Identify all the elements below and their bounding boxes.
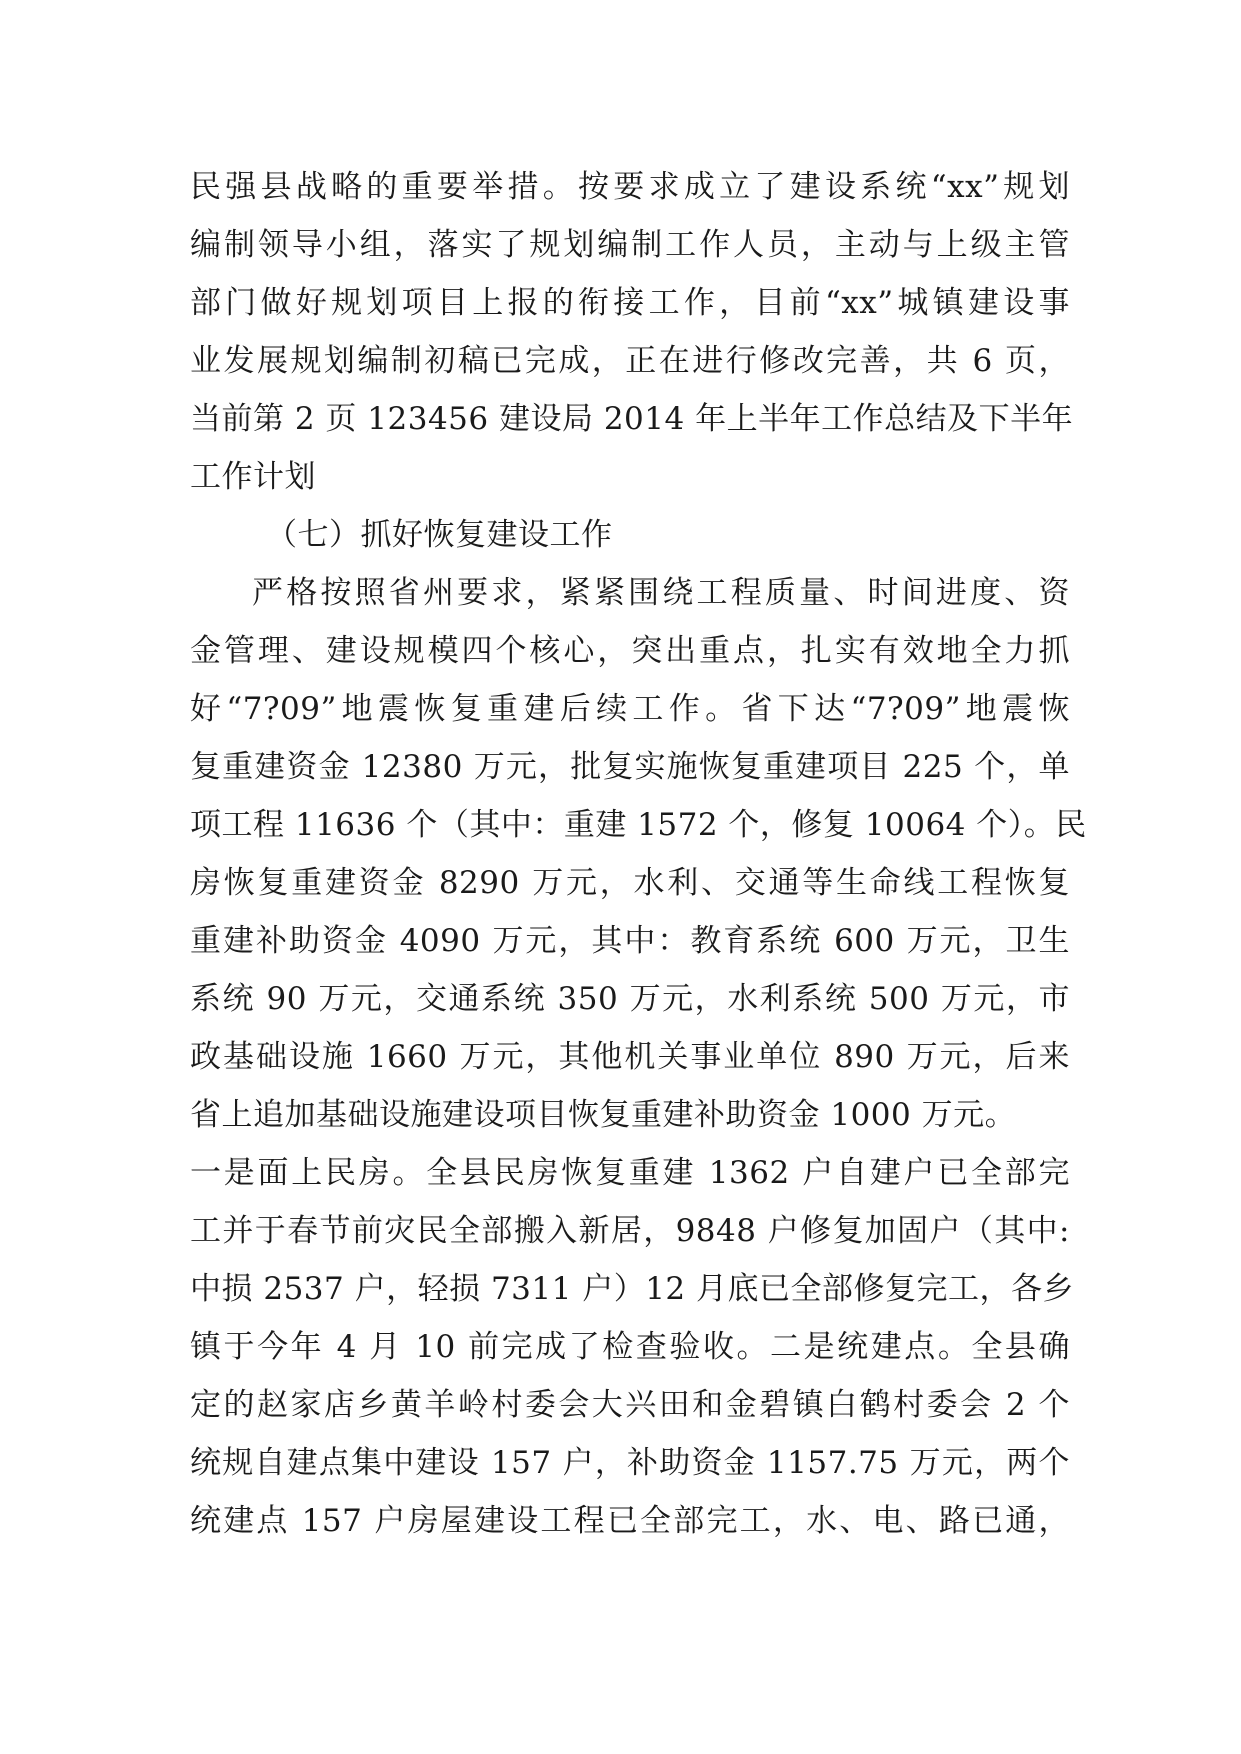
text-line: 房恢复重建资金 8290 万元，水利、交通等生命线工程恢复 — [190, 865, 1070, 901]
text-line: 统建点 157 户房屋建设工程已全部完工，水、电、路已通， — [190, 1503, 1070, 1539]
text-line: 严格按照省州要求，紧紧围绕工程质量、时间进度、资 — [252, 575, 1070, 611]
text-line: 工并于春节前灾民全部搬入新居，9848 户修复加固户（其中: — [190, 1213, 1070, 1249]
text-line: 民强县战略的重要举措。按要求成立了建设系统“xx”规划 — [190, 169, 1070, 205]
text-line: 一是面上民房。全县民房恢复重建 1362 户自建户已全部完 — [190, 1155, 1070, 1191]
text-line: 工作计划 — [190, 459, 316, 495]
text-line: 系统 90 万元，交通系统 350 万元，水利系统 500 万元，市 — [190, 981, 1070, 1017]
text-line: 重建补助资金 4090 万元，其中：教育系统 600 万元，卫生 — [190, 923, 1070, 959]
text-line: 项工程 11636 个（其中：重建 1572 个，修复 10064 个）。民 — [190, 807, 1087, 843]
text-line: 政基础设施 1660 万元，其他机关事业单位 890 万元，后来 — [190, 1039, 1070, 1075]
text-line: 部门做好规划项目上报的衔接工作，目前“xx”城镇建设事 — [190, 285, 1070, 321]
text-line: 省上追加基础设施建设项目恢复重建补助资金 1000 万元。 — [190, 1097, 1017, 1133]
text-line: 当前第 2 页 123456 建设局 2014 年上半年工作总结及下半年 — [190, 401, 1074, 437]
section-heading: （七）抓好恢复建设工作 — [266, 517, 613, 553]
text-line: 中损 2537 户，轻损 7311 户）12 月底已全部修复完工，各乡 — [190, 1271, 1074, 1307]
text-line: 统规自建点集中建设 157 户，补助资金 1157.75 万元，两个 — [190, 1445, 1070, 1481]
body-text — [190, 158, 1087, 1550]
text-line: 业发展规划编制初稿已完成，正在进行修改完善，共 6 页， — [190, 343, 1070, 379]
text-line: 复重建资金 12380 万元，批复实施恢复重建项目 225 个，单 — [190, 749, 1070, 785]
text-line: 定的赵家店乡黄羊岭村委会大兴田和金碧镇白鹤村委会 2 个 — [190, 1387, 1070, 1423]
text-line: 编制领导小组，落实了规划编制工作人员，主动与上级主管 — [190, 227, 1070, 263]
text-line: 金管理、建设规模四个核心，突出重点，扎实有效地全力抓 — [190, 633, 1070, 669]
text-line: 镇于今年 4 月 10 前完成了检查验收。二是统建点。全县确 — [190, 1329, 1070, 1365]
text-line: 好“7?09”地震恢复重建后续工作。省下达“7?09”地震恢 — [190, 691, 1070, 727]
